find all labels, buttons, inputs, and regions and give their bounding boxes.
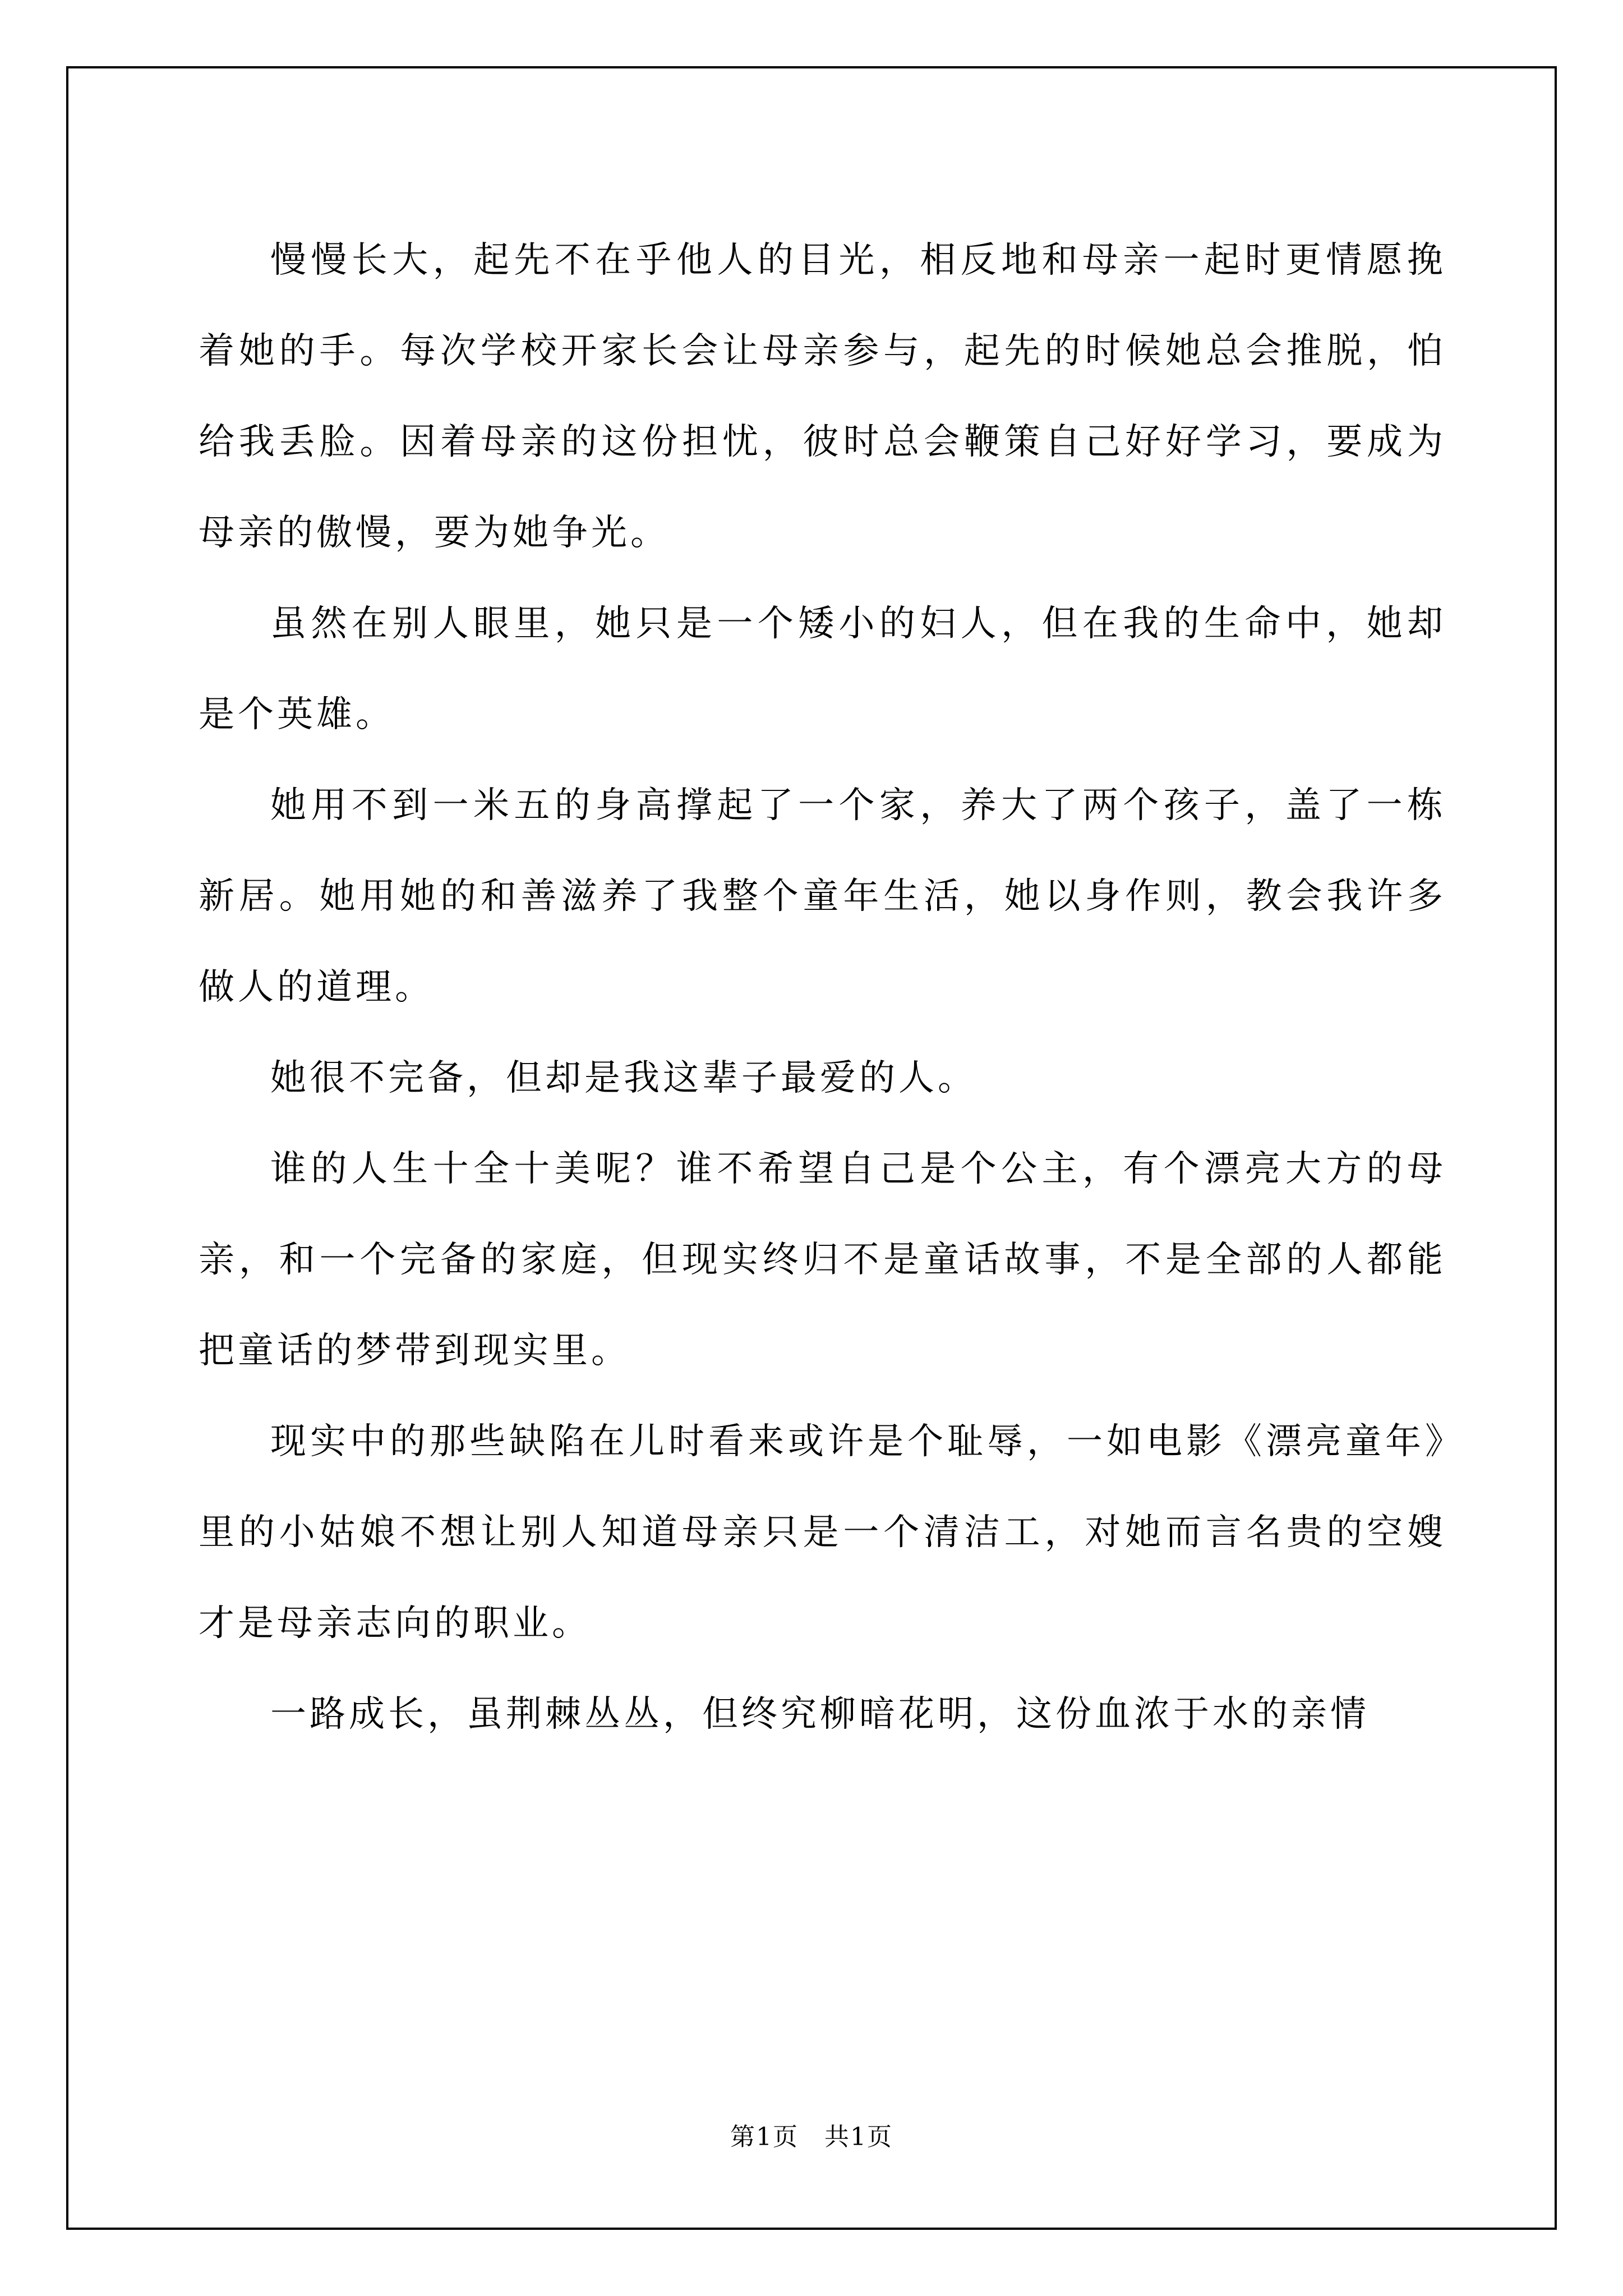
document-body [199,215,1446,1760]
paragraph-3: 她用不到一米五的身高撑起了一个家，养大了两个孩子，盖了一栋新居。她用她的和善滋养了我整个童年生活，她以身作则，教会我许多做人的道理。 [199,785,1446,1008]
page-footer: 第1页 共1页 [730,2123,893,2151]
paragraph-4: 她很不完备，但却是我这辈子最爱的人。 [270,1057,977,1099]
paragraph-7: 一路成长，虽荆棘丛丛，但终究柳暗花明，这份血浓于水的亲情 [270,1694,1370,1735]
paragraph-6: 现实中的那些缺陷在儿时看来或许是个耻辱，一如电影《漂亮童年》里的小姑娘不想让别人知道母亲只是一个清洁工，对她而言名贵的空嫂才是母亲志向的职业。 [199,1421,1446,1644]
paragraph-2: 虽然在别人眼里，她只是一个矮小的妇人，但在我的生命中，她却是个英雄。 [199,603,1446,735]
paragraph-1: 慢慢长大，起先不在乎他人的目光，相反地和母亲一起时更情愿挽着她的手。每次学校开家长会让母亲参与，起先的时候她总会推脱，怕给我丢脸。因着母亲的这份担忧，彼时总会鞭策自己好好学习，要成为母亲的傲慢，要为她争光。 [199,240,1446,554]
paragraph-5: 谁的人生十全十美呢？谁不希望自己是个公主，有个漂亮大方的母亲，和一个完备的家庭，但现实终归不是童话故事，不是全部的人都能把童话的梦带到现实里。 [199,1148,1446,1372]
